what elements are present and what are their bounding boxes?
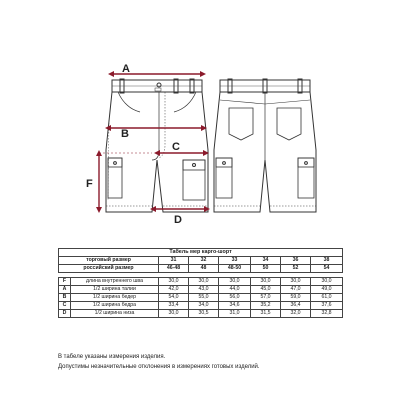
table-cell: 34 (251, 257, 281, 265)
note-line: Допустимы незначительные отклонения в измерениях готовых изделий. (58, 364, 260, 370)
table-cell: 45,0 (251, 286, 281, 294)
table-cell: 34,0 (189, 302, 219, 310)
table-cell: 30,0 (189, 278, 219, 286)
table-cell: 59,0 (281, 294, 311, 302)
table-cell: 48-50 (219, 265, 251, 273)
table-cell: 47,0 (281, 286, 311, 294)
label-b: B (121, 128, 129, 140)
table-row (59, 310, 343, 318)
table-cell: 32,8 (311, 310, 343, 318)
table-cell: 31 (159, 257, 189, 265)
table-row (59, 286, 343, 294)
size-table (58, 248, 343, 318)
note-line: В табеле указаны измерения изделия. (58, 354, 166, 360)
table-cell: 33 (219, 257, 251, 265)
table-cell: 42,0 (159, 286, 189, 294)
table-cell: 49,0 (311, 286, 343, 294)
table-row (59, 278, 343, 286)
table-cell: 30,5 (189, 310, 219, 318)
row-name: 1/2 ширина бедра (71, 302, 159, 310)
label-d: D (174, 214, 182, 226)
table-cell: 35,2 (251, 302, 281, 310)
table-row (59, 294, 343, 302)
table-cell: 30,0 (159, 310, 189, 318)
footnotes (58, 352, 358, 372)
row-code: A (59, 286, 71, 294)
table-cell: 30,0 (219, 278, 251, 286)
header-label: российский размер (59, 265, 159, 273)
table-cell: 44,0 (219, 286, 251, 294)
table-cell: 33,4 (159, 302, 189, 310)
table-cell: 37,6 (311, 302, 343, 310)
row-name: длина внутреннего шва (71, 278, 159, 286)
table-cell: 36,4 (281, 302, 311, 310)
table-cell: 32 (189, 257, 219, 265)
label-a: A (122, 63, 130, 75)
row-code: F (59, 278, 71, 286)
table-header-row (59, 265, 343, 273)
table-cell: 52 (281, 265, 311, 273)
table-cell: 48 (189, 265, 219, 273)
table-row (59, 302, 343, 310)
label-c: C (172, 141, 180, 153)
table-cell: 38 (311, 257, 343, 265)
table-cell: 36 (281, 257, 311, 265)
table-cell: 61,0 (311, 294, 343, 302)
table-cell: 31,5 (251, 310, 281, 318)
row-name: 1/2 ширина низа (71, 310, 159, 318)
header-label: торговый размер (59, 257, 159, 265)
row-name: 1/2 ширина талии (71, 286, 159, 294)
row-code: D (59, 310, 71, 318)
table-cell: 54 (311, 265, 343, 273)
row-code: B (59, 294, 71, 302)
row-name: 1/2 ширина бедер (71, 294, 159, 302)
table-cell: 30,0 (251, 278, 281, 286)
table-header-row (59, 257, 343, 265)
table-cell: 50 (251, 265, 281, 273)
table-cell: 30,0 (311, 278, 343, 286)
table-title-row (59, 249, 343, 257)
shorts-front-view (106, 79, 208, 212)
table-cell: 46-48 (159, 265, 189, 273)
table-cell: 34,6 (219, 302, 251, 310)
table-cell: 31,0 (219, 310, 251, 318)
table-cell: 30,0 (281, 278, 311, 286)
table-title: Табель мер карго-шорт (59, 249, 343, 257)
table-cell: 55,0 (189, 294, 219, 302)
table-cell: 57,0 (251, 294, 281, 302)
table-cell: 56,0 (219, 294, 251, 302)
label-f: F (86, 178, 93, 190)
table-cell: 32,0 (281, 310, 311, 318)
row-code: C (59, 302, 71, 310)
table-cell: 43,0 (189, 286, 219, 294)
table-cell: 30,0 (159, 278, 189, 286)
table-cell: 54,0 (159, 294, 189, 302)
shorts-back-view (214, 79, 316, 212)
